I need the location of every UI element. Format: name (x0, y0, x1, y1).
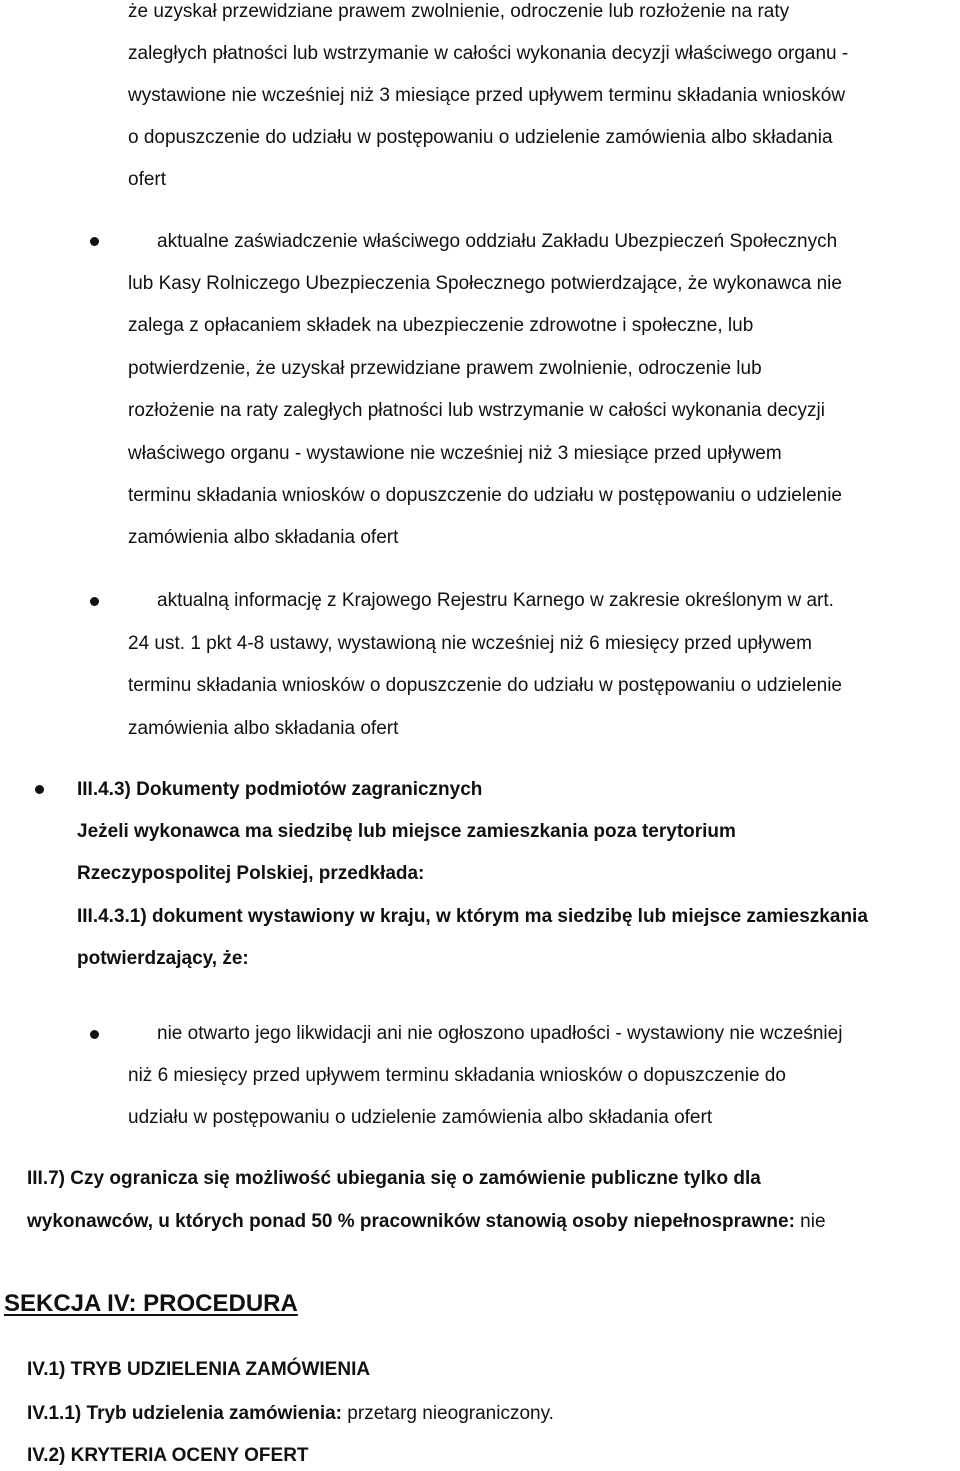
section-title: SEKCJA IV: PROCEDURA (4, 1290, 298, 1317)
bullet-icon (90, 1030, 99, 1039)
text-line: udziału w postępowaniu o udzielenie zamówienia albo składania ofert (128, 1107, 713, 1128)
subsection-heading: IV.2) KRYTERIA OCENY OFERT (27, 1445, 309, 1466)
text-line: właściwego organu - wystawione nie wcześniej niż 3 miesiące przed upływem (128, 443, 782, 464)
text-line: aktualną informację z Krajowego Rejestru Karnego w zakresie określonym w art. (157, 590, 834, 611)
procedure-type (27, 1402, 554, 1426)
text-line: Jeżeli wykonawca ma siedzibę lub miejsce zamieszkania poza terytorium (77, 821, 736, 842)
text-line: o dopuszczenie do udziału w postępowaniu o udzielenie zamówienia albo składania (128, 127, 833, 148)
text-line: nie otwarto jego likwidacji ani nie ogłoszono upadłości - wystawiony nie wcześniej (157, 1023, 843, 1044)
section-heading: III.4.3) Dokumenty podmiotów zagranicznych (77, 779, 483, 800)
text-line: aktualne zaświadczenie właściwego oddziału Zakładu Ubezpieczeń Społecznych (157, 231, 838, 252)
answer-value: nie (794, 1211, 826, 1232)
text-line: potwierdzający, że: (77, 948, 249, 969)
text-line: wystawione nie wcześniej niż 3 miesiące przed upływem terminu składania wniosków (128, 85, 846, 106)
text-line: niż 6 miesięcy przed upływem terminu składania wniosków o dopuszczenie do (128, 1065, 786, 1086)
text-line: terminu składania wniosków o dopuszczenie do udziału w postępowaniu o udzielenie (128, 485, 842, 506)
text-line: 24 ust. 1 pkt 4-8 ustawy, wystawioną nie wcześniej niż 6 miesięcy przed upływem (128, 633, 812, 654)
procedure-label: IV.1.1) Tryb udzielenia zamówienia: (27, 1403, 343, 1424)
text-line: że uzyskał przewidziane prawem zwolnienie, odroczenie lub rozłożenie na raty (128, 1, 790, 22)
text-line: zalega z opłacaniem składek na ubezpieczenie zdrowotne i społeczne, lub (128, 315, 754, 336)
bullet-icon (90, 237, 99, 246)
text-line: zaległych płatności lub wstrzymanie w całości wykonania decyzji właściwego organu - (128, 43, 849, 64)
procedure-value: przetarg nieograniczony. (342, 1403, 554, 1424)
bullet-icon (90, 597, 99, 606)
subsection-heading: IV.1) TRYB UDZIELENIA ZAMÓWIENIA (27, 1359, 371, 1380)
text-line: ofert (128, 169, 167, 190)
bullet-icon (35, 785, 44, 794)
question-text: wykonawców, u których ponad 50 % pracowników stanowią osoby niepełnosprawne: (27, 1211, 795, 1232)
text-line: Rzeczypospolitej Polskiej, przedkłada: (77, 863, 425, 884)
subsection-heading: III.4.3.1) dokument wystawiony w kraju, w którym ma siedzibę lub miejsce zamieszkania (77, 906, 868, 927)
text-line: lub Kasy Rolniczego Ubezpieczenia Społecznego potwierdzające, że wykonawca nie (128, 273, 842, 294)
text-line: zamówienia albo składania ofert (128, 527, 399, 548)
text-line: zamówienia albo składania ofert (128, 718, 399, 739)
text-line: potwierdzenie, że uzyskał przewidziane prawem zwolnienie, odroczenie lub (128, 358, 762, 379)
question-line (27, 1210, 826, 1234)
question-line: III.7) Czy ogranicza się możliwość ubiegania się o zamówienie publiczne tylko dla (27, 1168, 761, 1189)
text-line: rozłożenie na raty zaległych płatności lub wstrzymanie w całości wykonania decyzji (128, 400, 825, 421)
text-line: terminu składania wniosków o dopuszczenie do udziału w postępowaniu o udzielenie (128, 675, 842, 696)
